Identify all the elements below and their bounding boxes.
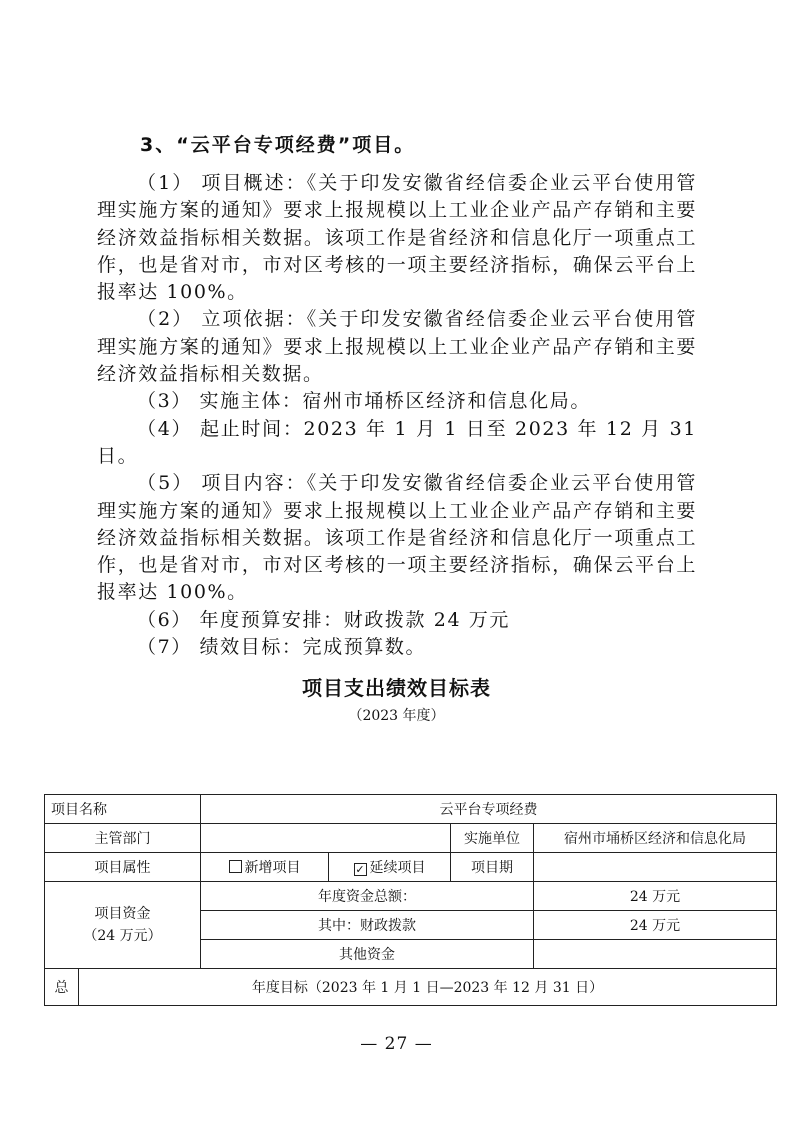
- other-funds-label: 其他资金: [201, 940, 534, 969]
- project-name-value: 云平台专项经费: [201, 795, 777, 824]
- impl-unit-value: 宿州市埇桥区经济和信息化局: [534, 824, 777, 853]
- performance-target-table: [44, 794, 777, 1006]
- paragraph-goal: （7） 绩效目标：完成预算数。: [137, 636, 427, 659]
- project-name-label: 项目名称: [45, 795, 201, 824]
- body-text: [97, 170, 697, 661]
- dept-label: 主管部门: [45, 824, 201, 853]
- table-row: [45, 853, 777, 882]
- fiscal-label: 其中：财政拨款: [201, 911, 534, 940]
- funds-amount: （24 万元）: [83, 928, 162, 944]
- dept-value: [201, 824, 451, 853]
- attr-new-cell: [201, 853, 329, 882]
- attr-label: 项目属性: [45, 853, 201, 882]
- table-subtitle: （2023 年度）: [348, 708, 445, 724]
- checkbox-checked-icon: ✓: [355, 863, 365, 876]
- period-label: 项目期: [451, 853, 534, 882]
- table-row: [45, 824, 777, 853]
- attr-continue-cell: [329, 853, 451, 882]
- table-row: [45, 882, 777, 911]
- paragraph-period: （4） 起止时间：2023 年 1 月 1 日至 2023 年 12 月 31 日。: [97, 417, 697, 467]
- table-row: [45, 969, 777, 1006]
- paragraph-implementer: （3） 实施主体：宿州市埇桥区经济和信息化局。: [137, 390, 591, 413]
- paragraph-content: （5） 项目内容：《关于印发安徽省经信委企业云平台使用管理实施方案的通知》要求上报规模以上工业企业产品产存销和主要经济效益指标相关数据。该项工作是省经济和信息化厅一项重点工作，也是省对市，市对区考核的一项主要经济指标，确保云平台上报率达 100%。: [97, 472, 697, 604]
- paragraph-basis: （2） 立项依据：《关于印发安徽省经信委企业云平台使用管理实施方案的通知》要求上报规模以上工业企业产品产存销和主要经济效益指标相关数据。: [97, 308, 697, 386]
- fiscal-value: 24 万元: [534, 911, 777, 940]
- attr-new-label: 新增项目: [244, 860, 301, 876]
- annual-total-value: 24 万元: [534, 882, 777, 911]
- period-value: [534, 853, 777, 882]
- annual-goal-label: 年度目标（2023 年 1 月 1 日—2023 年 12 月 31 日）: [79, 969, 777, 1006]
- annual-total-label: 年度资金总额：: [201, 882, 534, 911]
- table-title: 项目支出绩效目标表: [302, 676, 491, 700]
- paragraph-overview: （1） 项目概述：《关于印发安徽省经信委企业云平台使用管理实施方案的通知》要求上报规模以上工业企业产品产存销和主要经济效益指标相关数据。该项工作是省经济和信息化厅一项重点工作，也是省对市，市对区考核的一项主要经济指标，确保云平台上报率达 100%。: [97, 172, 697, 304]
- page-number: — 27 —: [360, 1034, 433, 1054]
- funds-label-cell: [45, 882, 201, 969]
- total-label: 总: [45, 969, 79, 1006]
- paragraph-budget: （6） 年度预算安排：财政拨款 24 万元: [137, 608, 510, 631]
- impl-unit-label: 实施单位: [451, 824, 534, 853]
- attr-continue-label: 延续项目: [369, 860, 426, 876]
- other-funds-value: [534, 940, 777, 969]
- table-row: [45, 795, 777, 824]
- funds-label: 项目资金: [94, 906, 151, 922]
- checkbox-empty-icon: [229, 860, 242, 873]
- section-heading: 3、“云平台专项经费”项目。: [140, 134, 416, 156]
